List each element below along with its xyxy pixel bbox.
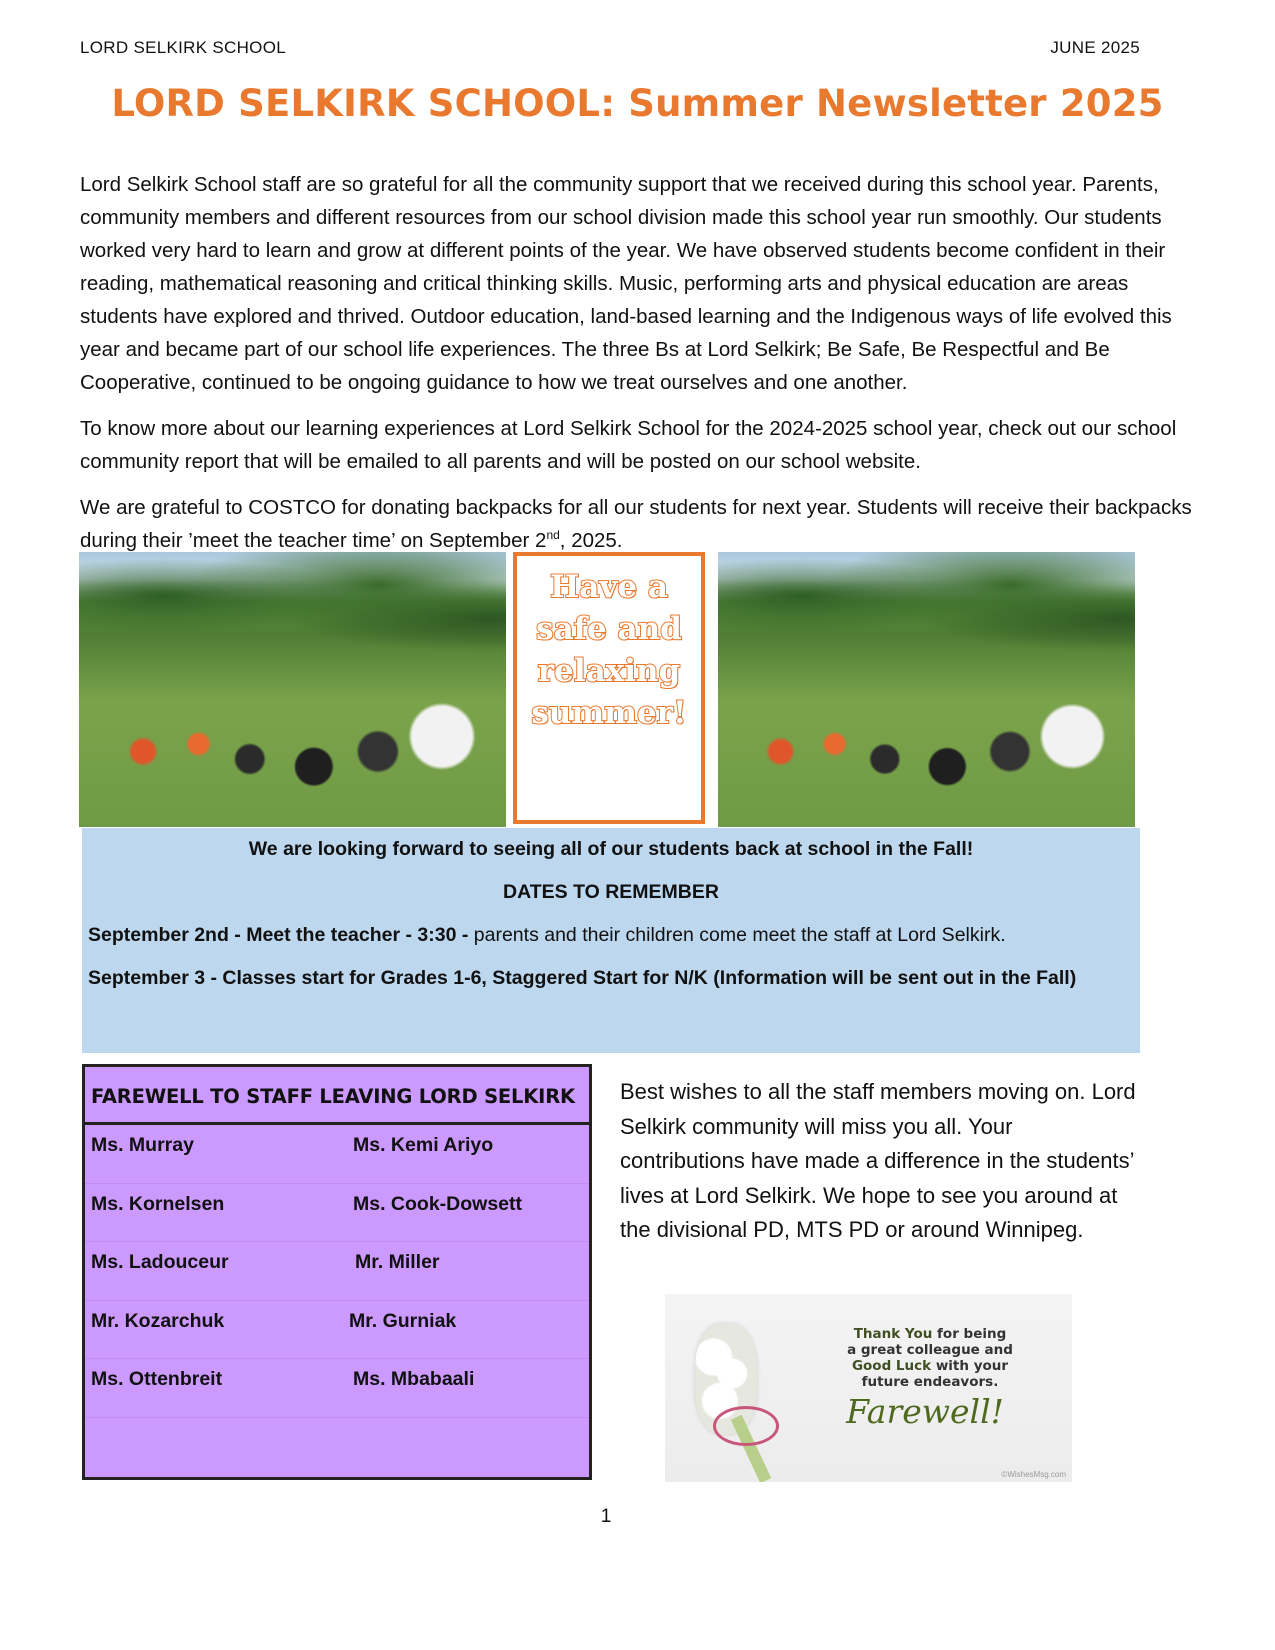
staff-name: Ms. Kornelsen	[91, 1192, 225, 1215]
card-colleague: a great colleague and	[847, 1342, 1013, 1358]
staff-name: Ms. Ottenbreit	[91, 1368, 223, 1390]
table-row	[85, 1359, 589, 1418]
header-school-name: LORD SELKIRK SCHOOL	[80, 38, 286, 57]
powwow-photo-left	[79, 552, 506, 827]
page-number: 1	[600, 1506, 612, 1527]
card-good-luck: Good Luck	[851, 1358, 932, 1374]
table-row	[85, 1184, 589, 1243]
powwow-photo-right	[718, 552, 1135, 827]
dates-heading: DATES TO REMEMBER	[503, 881, 719, 903]
card-farewell-script: Farewell!	[846, 1392, 1004, 1431]
summer-message	[517, 566, 701, 734]
dates-to-remember-box	[82, 828, 1140, 1053]
staff-name: Mr. Kozarchuk	[91, 1309, 225, 1332]
intro-paragraph-1: Lord Selkirk School staff are so grateful for all the community support that we received during this school year. Parents, community members and different resources from our school division made this school year run smoothly. Our students worked very hard to learn and grow at different points of the year. We have observed students become confident in their reading, mathematical reasoning and critical thinking skills. Music, performing arts and physical education are areas students have explored and thrived. Outdoor education, land-based learning and the Indigenous ways of life evolved this year and became part of our school life experiences. The three Bs at Lord Selkirk; Be Safe, Be Respectful and Be Cooperative, continued to be ongoing guidance to how we treat ourselves and one another.	[80, 173, 1172, 394]
card-credit: ©WishesMsg.com	[1001, 1470, 1066, 1479]
ribbon-icon	[713, 1406, 779, 1446]
intro-p3-end: , 2025.	[559, 529, 623, 552]
table-row	[85, 1301, 589, 1360]
staff-name: Ms. Ladouceur	[91, 1251, 229, 1273]
card-endeavors: future endeavors.	[861, 1374, 999, 1390]
date-item-classes-start: September 3 - Classes start for Grades 1-6, Staggered Start for N/K (Information will be sent out in the Fall)	[88, 967, 1077, 989]
intro-paragraph-3	[80, 491, 1195, 557]
intro-paragraph-2: To know more about our learning experiences at Lord Selkirk School for the 2024-2025 school year, check out our school community report that will be emailed to all parents and will be posted on our school website.	[80, 417, 1177, 473]
intro-section	[80, 168, 1195, 570]
summer-message-box	[513, 552, 705, 824]
card-for-being: for being	[932, 1326, 1007, 1342]
summer-line-4: summer!	[531, 695, 687, 731]
summer-line-2: safe and	[536, 611, 682, 647]
staff-name: Mr. Gurniak	[349, 1309, 457, 1332]
staff-name: Ms. Mbabaali	[353, 1368, 475, 1390]
date-item-meet-teacher	[88, 924, 1006, 947]
table-row	[85, 1242, 589, 1301]
best-wishes-text: Best wishes to all the staff members moving on. Lord Selkirk community will miss you all. Your contributions have made a difference in the students’ lives at Lord Selkirk. We hope to see you around at the divisional PD, MTS PD or around Winnipeg.	[620, 1079, 1136, 1242]
farewell-card-image	[665, 1294, 1072, 1482]
staff-name: Ms. Cook-Dowsett	[353, 1192, 523, 1215]
staff-name: Ms. Murray	[91, 1134, 194, 1156]
card-with-your: with your	[931, 1358, 1009, 1374]
newsletter-title: LORD SELKIRK SCHOOL: Summer Newsletter 2025	[111, 82, 1164, 125]
staff-name: Mr. Miller	[355, 1251, 440, 1273]
looking-forward-text: We are looking forward to seeing all of our students back at school in the Fall!	[248, 838, 974, 860]
table-row	[85, 1125, 589, 1184]
date-item-1-detail: parents and their children come meet the staff at Lord Selkirk.	[468, 924, 1006, 946]
staff-name: Ms. Kemi Ariyo	[353, 1134, 494, 1156]
intro-p3-superscript: nd	[546, 528, 560, 543]
card-thank-you: Thank You	[853, 1326, 933, 1342]
farewell-staff-table	[82, 1064, 592, 1480]
summer-line-1: Have a	[550, 569, 668, 605]
intro-p3-text: We are grateful to COSTCO for donating backpacks for all our students for next year. Students will receive their backpacks during their ’meet the teacher time’ on September 2	[80, 496, 1192, 552]
header-date: JUNE 2025	[1050, 38, 1140, 57]
summer-line-3: relaxing	[537, 653, 681, 689]
farewell-table-title: FAREWELL TO STAFF LEAVING LORD SELKIRK	[85, 1067, 589, 1125]
date-item-1-label: September 2nd - Meet the teacher - 3:30 -	[88, 924, 469, 946]
card-message	[805, 1326, 1055, 1390]
